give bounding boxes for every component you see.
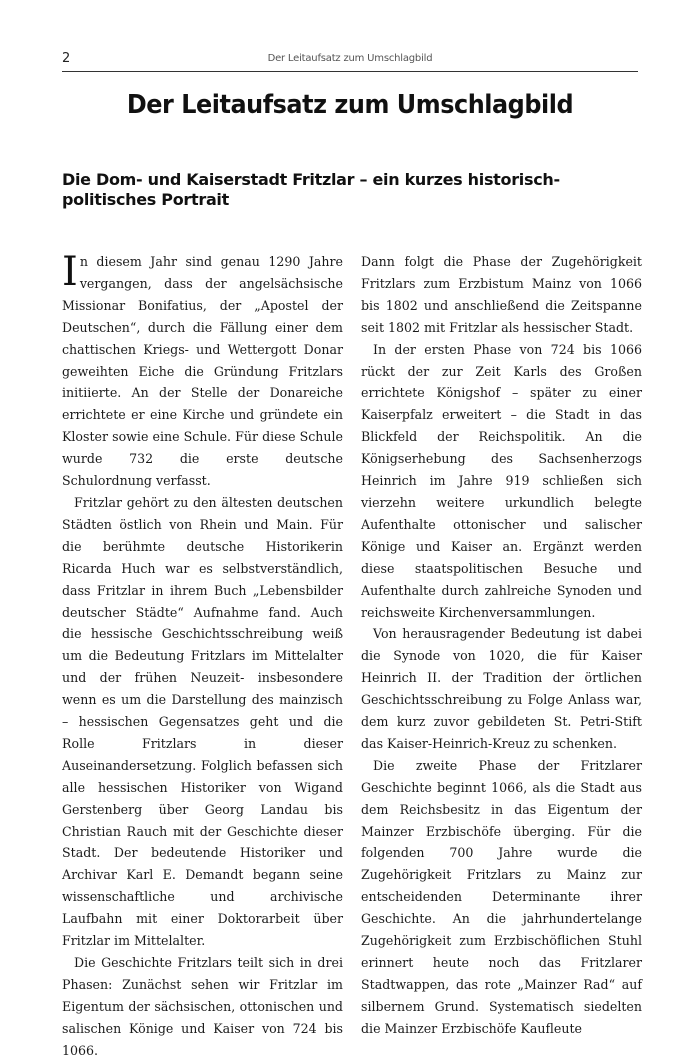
running-header [62,50,638,70]
page-number: 2 [62,51,71,66]
paragraph [62,251,343,492]
header-rule [62,71,638,72]
paragraph: Fritzlar gehört zu den ältesten deutschen Städten östlich von Rhein und Main. Für die berühmte deutsche Historikerin Ricarda Huch war es selbstverständlich, dass Fritzlar in ihrem Buch „Lebensbilder deutscher Städte“ Aufnahme fand. Auch die hessische Geschichtsschreibung weiß um die Bedeutung Fritzlars im Mittelalter und der frühen Neuzeit- insbesondere wenn es um die Darstellung des mainzisch – hessischen Gegensatzes geht und die Rolle Fritzlars in dieser Auseinandersetzung. Folglich befassen sich alle hessischen Historiker von Wigand Gerstenberg über Georg Landau bis Christian Rauch mit der Geschichte dieser Stadt. Der bedeutende Historiker und Archivar Karl E. Demandt begann seine wissenschaftliche und archivische Laufbahn mit einer Doktorarbeit über Fritzlar im Mittelalter. [62,494,343,949]
paragraph: Dann folgt die Phase der Zugehörigkeit Fritzlars zum Erzbistum Mainz von 1066 bis 1802 und anschließend die Zeitspanne seit 1802 mit Fritzlar als hessischer Stadt. [361,254,642,335]
article-subtitle: Die Dom- und Kaiserstadt Fritzlar – ein kurzes historisch-politisches Portrait [62,170,560,209]
running-title: Der Leitaufsatz zum Umschlagbild [267,53,433,64]
paragraph: Von herausragender Bedeutung ist dabei die Synode von 1020, die für Kaiser Heinrich II. der Tradition der örtlichen Geschichtsschreibung zu Folge Anlass war, dem kurz zuvor gebildeten St. Petri-Stift das Kaiser-Heinrich-Kreuz zu schenken. [361,626,642,751]
paragraph-text: n diesem Jahr sind genau 1290 Jahre vergangen, dass der angelsächsische Missionar Bonifatius, der „Apostel der Deutschen“, durch die Fällung einer dem chattischen Kriegs- und Wettergott Donar geweihten Eiche die Gründung Fritzlars initiierte. An der Stelle der Donareiche errichtete er eine Kirche und gründete ein Kloster sowie eine Schule. Für diese Schule wurde 732 die erste deutsche Schulordnung verfasst. [62,254,343,489]
drop-cap: I [62,249,78,295]
left-column [62,251,343,1062]
paragraph: Die Geschichte Fritzlars teilt sich in drei Phasen: Zunächst sehen wir Fritzlar im Eigentum der sächsischen, ottonischen und salischen Könige und Kaiser von 724 bis 1066. [62,955,343,1058]
right-column [361,251,642,1040]
paragraph: Die zweite Phase der Fritzlarer Geschichte beginnt 1066, als die Stadt aus dem Reichsbesitz in das Eigentum der Mainzer Erzbischöfe überging. Für die folgenden 700 Jahre wurde die Zugehörigkeit Fritzlars zu Mainz zur entscheidenden Determinante ihrer Geschichte. An die jahrhundertelange Zugehörigkeit zum Erzbischöflichen Stuhl erinnert heute noch das Fritzlarer Stadtwappen, das rote „Mainzer Rad“ auf silbernem Grund. Systematisch siedelten die Mainzer Erzbischöfe Kaufleute [361,757,642,1036]
article-title: Der Leitaufsatz zum Umschlagbild [126,90,574,120]
paragraph: In der ersten Phase von 724 bis 1066 rückt der zur Zeit Karls des Großen errichtete Königshof – später zu einer Kaiserpfalz erweitert – die Stadt in das Blickfeld der Reichspolitik. An die Königserhebung des Sachsenherzogs Heinrich im Jahre 919 schließen sich vierzehn weitere urkundlich belegte Aufenthalte ottonischer und salischer Könige und Kaiser an. Ergänzt werden diese staatspolitischen Besuche und Aufenthalte durch zahlreiche Synoden und reichsweite Kirchenversammlungen. [361,341,642,620]
